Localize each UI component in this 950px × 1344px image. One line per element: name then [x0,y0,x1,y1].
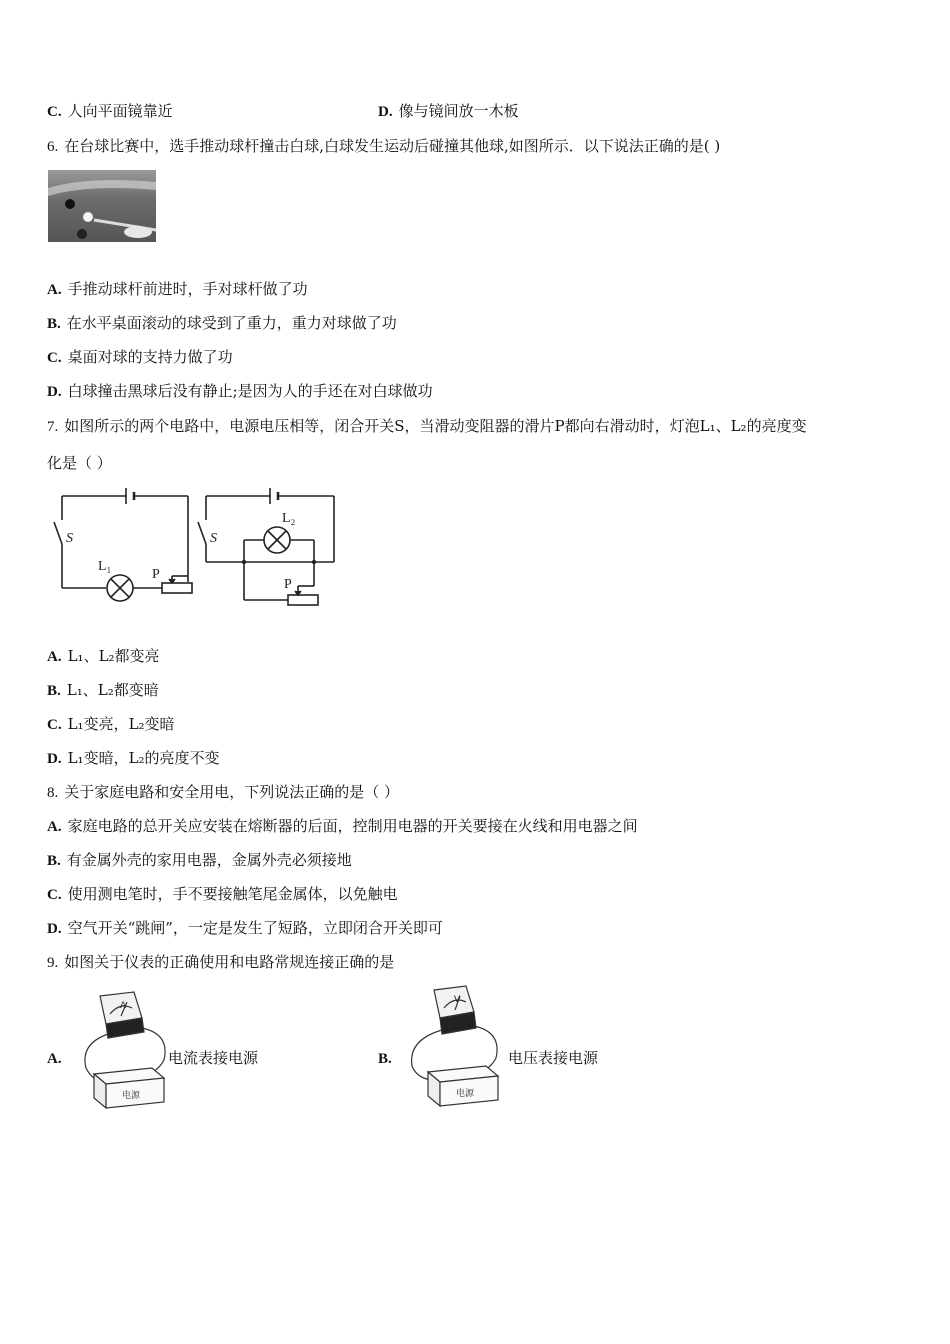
label-s1: S [66,531,73,546]
q8-option-a [47,816,638,837]
q6-option-c [47,347,233,368]
option-label: A. [47,649,62,665]
question-number: 7. [47,419,59,435]
q9-option-b-text [508,1048,598,1068]
meter-symbol: A [120,1001,127,1011]
q7-option-c [47,714,175,735]
option-label: B. [47,853,61,869]
rheostat-2 [288,595,318,605]
option-text: 家庭电路的总开关应安装在熔断器的后面，控制用电器的开关要接在火线和用电器之间 [67,817,638,835]
question-8-stem [47,782,399,803]
label-l1: L₁ [98,559,112,574]
option-text: L₁变暗，L₂的亮度不变 [67,749,220,767]
q7-option-b [47,680,159,701]
option-text: 有金属外壳的家用电器，金属外壳必须接地 [66,851,352,869]
option-text: 像与镜间放一木板 [398,102,519,120]
battery-label: 电源 [122,1091,141,1101]
ammeter-battery-figure [72,988,172,1112]
junction-dot [242,560,246,564]
dark-ball [77,229,87,239]
billiards-photo [48,170,156,242]
option-label: D. [47,751,62,767]
question-number: 9. [47,955,59,971]
option-c [47,101,173,122]
question-text: 如图所示的两个电路中，电源电压相等，闭合开关S，当滑动变阻器的滑片P都向右滑动时，灯泡L₁、L₂的亮度变 [64,417,807,435]
option-text: 手推动球杆前进时，手对球杆做了功 [67,280,308,298]
option-text: 电流表接电源 [168,1049,259,1067]
option-label: C. [47,717,62,733]
option-label: C. [47,350,62,366]
label-p2: P [284,577,292,592]
q6-option-d [47,381,433,402]
option-label: C. [47,887,62,903]
meter-symbol: V [454,995,461,1005]
option-label: A. [47,282,62,298]
question-text: 化是（ ） [47,454,112,472]
question-7-stem-line2 [47,453,112,473]
option-label: B. [378,1051,392,1067]
option-text: 空气开关“跳闸”，一定是发生了短路，立即闭合开关即可 [67,919,443,937]
option-text: 白球撞击黑球后没有静止;是因为人的手还在对白球做功 [67,382,433,400]
q8-option-d [47,918,443,939]
junction-dot [312,560,316,564]
question-number: 8. [47,785,59,801]
rheostat-1 [162,583,192,593]
option-text: L₁、L₂都变亮 [67,647,160,665]
option-label: D. [47,921,62,937]
question-text: 如图关于仪表的正确使用和电路常规连接正确的是 [64,953,395,971]
option-label: D. [378,104,393,120]
option-text: 电压表接电源 [508,1049,599,1067]
switch-1 [54,522,62,544]
question-7-stem-line1 [47,416,807,437]
option-label: B. [47,683,61,699]
q8-option-c [47,884,398,905]
white-ball [83,212,93,222]
label-l2: L₂ [282,511,296,526]
q6-option-b [47,313,397,334]
option-label: B. [47,316,61,332]
q6-option-a [47,279,308,300]
voltmeter-battery-figure [402,982,506,1110]
label-p1: P [152,567,160,582]
q9-option-b-label [378,1048,398,1069]
question-6-stem [47,136,720,157]
circuit-diagrams [48,484,348,608]
q9-option-a-text [168,1048,258,1068]
question-text: 在台球比赛中，选手推动球杆撞击白球,白球发生运动后碰撞其他球,如图所示．以下说法正确的是( ) [64,137,721,155]
option-label: C. [47,104,62,120]
question-9-stem [47,952,394,973]
option-text: 在水平桌面滚动的球受到了重力，重力对球做了功 [66,314,397,332]
option-text: 使用测电笔时，手不要接触笔尾金属体，以免触电 [67,885,398,903]
switch-2 [198,522,206,544]
option-label: A. [47,1051,62,1067]
option-label: A. [47,819,62,835]
option-text: L₁变亮，L₂变暗 [67,715,175,733]
q7-option-a [47,646,160,667]
battery-label: 电源 [456,1089,475,1099]
question-number: 6. [47,139,59,155]
option-d [378,101,519,122]
circuit-2 [198,488,334,605]
black-ball [65,199,75,209]
option-label: D. [47,384,62,400]
option-text: 人向平面镜靠近 [67,102,173,120]
q8-option-b [47,850,352,871]
circuit-1 [54,488,192,601]
q9-option-a-label [47,1048,68,1069]
player-hand [124,226,152,238]
q7-option-d [47,748,220,769]
label-s2: S [210,531,217,546]
option-text: L₁、L₂都变暗 [66,681,159,699]
question-text: 关于家庭电路和安全用电，下列说法正确的是（ ） [64,783,400,801]
option-text: 桌面对球的支持力做了功 [67,348,233,366]
